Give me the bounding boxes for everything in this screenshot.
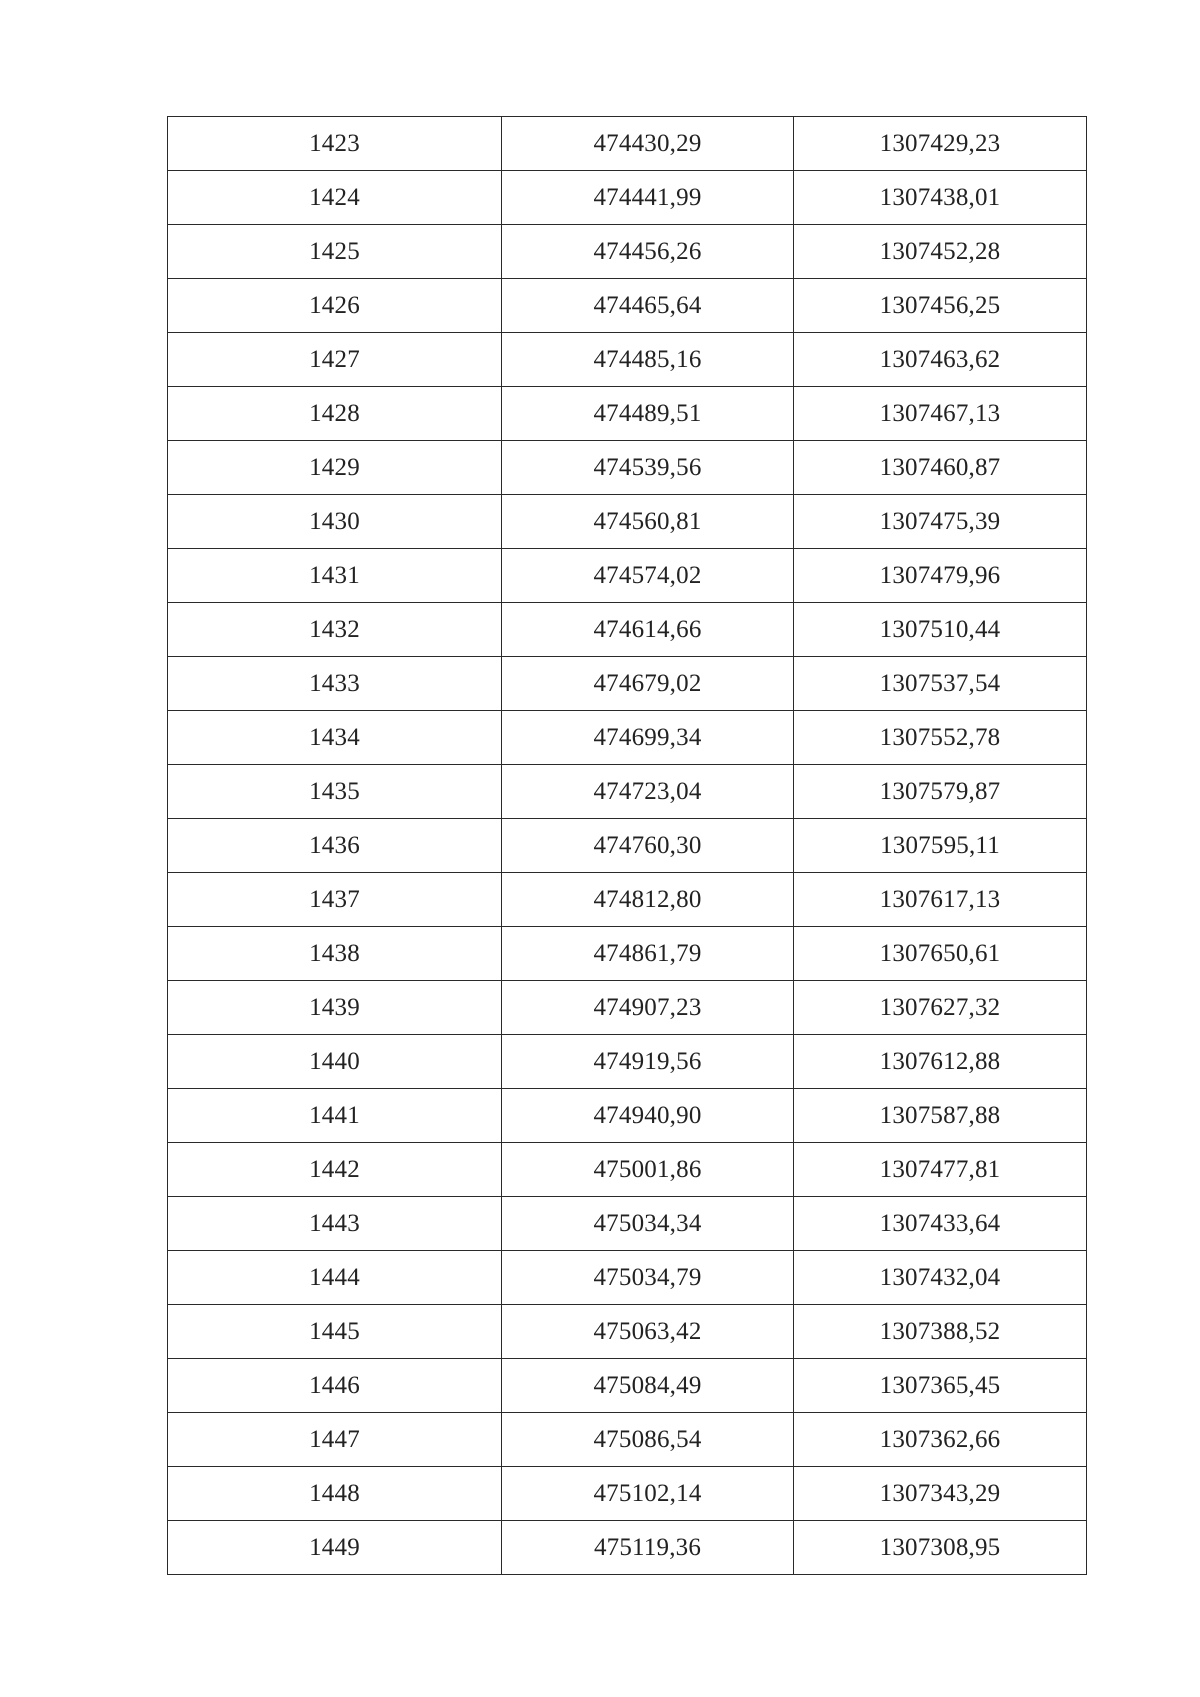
y-coordinate-cell: 1307475,39 <box>794 495 1087 549</box>
y-coordinate-cell: 1307362,66 <box>794 1413 1087 1467</box>
table-row <box>168 819 1087 873</box>
y-coordinate-cell: 1307617,13 <box>794 873 1087 927</box>
x-coordinate-cell: 474465,64 <box>502 279 794 333</box>
y-coordinate-cell: 1307388,52 <box>794 1305 1087 1359</box>
table-row <box>168 225 1087 279</box>
y-coordinate-cell: 1307456,25 <box>794 279 1087 333</box>
point-number-cell: 1439 <box>168 981 502 1035</box>
table-row <box>168 549 1087 603</box>
table-row <box>168 1467 1087 1521</box>
point-number-cell: 1444 <box>168 1251 502 1305</box>
y-coordinate-cell: 1307537,54 <box>794 657 1087 711</box>
x-coordinate-cell: 474679,02 <box>502 657 794 711</box>
x-coordinate-cell: 475102,14 <box>502 1467 794 1521</box>
y-coordinate-cell: 1307579,87 <box>794 765 1087 819</box>
x-coordinate-cell: 475001,86 <box>502 1143 794 1197</box>
table-row <box>168 603 1087 657</box>
x-coordinate-cell: 475063,42 <box>502 1305 794 1359</box>
point-number-cell: 1430 <box>168 495 502 549</box>
table-row <box>168 927 1087 981</box>
point-number-cell: 1425 <box>168 225 502 279</box>
y-coordinate-cell: 1307463,62 <box>794 333 1087 387</box>
table-row <box>168 1197 1087 1251</box>
point-number-cell: 1424 <box>168 171 502 225</box>
y-coordinate-cell: 1307627,32 <box>794 981 1087 1035</box>
point-number-cell: 1449 <box>168 1521 502 1575</box>
y-coordinate-cell: 1307365,45 <box>794 1359 1087 1413</box>
table-row <box>168 1143 1087 1197</box>
y-coordinate-cell: 1307433,64 <box>794 1197 1087 1251</box>
point-number-cell: 1427 <box>168 333 502 387</box>
table-row <box>168 279 1087 333</box>
x-coordinate-cell: 474861,79 <box>502 927 794 981</box>
y-coordinate-cell: 1307510,44 <box>794 603 1087 657</box>
table-row <box>168 765 1087 819</box>
point-number-cell: 1437 <box>168 873 502 927</box>
x-coordinate-cell: 474489,51 <box>502 387 794 441</box>
point-number-cell: 1429 <box>168 441 502 495</box>
y-coordinate-cell: 1307612,88 <box>794 1035 1087 1089</box>
point-number-cell: 1447 <box>168 1413 502 1467</box>
y-coordinate-cell: 1307477,81 <box>794 1143 1087 1197</box>
point-number-cell: 1441 <box>168 1089 502 1143</box>
point-number-cell: 1428 <box>168 387 502 441</box>
x-coordinate-cell: 475086,54 <box>502 1413 794 1467</box>
table-row <box>168 711 1087 765</box>
x-coordinate-cell: 474812,80 <box>502 873 794 927</box>
point-number-cell: 1445 <box>168 1305 502 1359</box>
x-coordinate-cell: 475119,36 <box>502 1521 794 1575</box>
table-row <box>168 1251 1087 1305</box>
x-coordinate-cell: 474907,23 <box>502 981 794 1035</box>
table-row <box>168 387 1087 441</box>
x-coordinate-cell: 475034,79 <box>502 1251 794 1305</box>
x-coordinate-cell: 474574,02 <box>502 549 794 603</box>
x-coordinate-cell: 474539,56 <box>502 441 794 495</box>
point-number-cell: 1448 <box>168 1467 502 1521</box>
y-coordinate-cell: 1307460,87 <box>794 441 1087 495</box>
y-coordinate-cell: 1307650,61 <box>794 927 1087 981</box>
table-row <box>168 1521 1087 1575</box>
y-coordinate-cell: 1307587,88 <box>794 1089 1087 1143</box>
x-coordinate-cell: 474723,04 <box>502 765 794 819</box>
table-row <box>168 441 1087 495</box>
y-coordinate-cell: 1307429,23 <box>794 117 1087 171</box>
y-coordinate-cell: 1307452,28 <box>794 225 1087 279</box>
x-coordinate-cell: 474940,90 <box>502 1089 794 1143</box>
point-number-cell: 1438 <box>168 927 502 981</box>
x-coordinate-cell: 474560,81 <box>502 495 794 549</box>
point-number-cell: 1432 <box>168 603 502 657</box>
y-coordinate-cell: 1307308,95 <box>794 1521 1087 1575</box>
point-number-cell: 1434 <box>168 711 502 765</box>
y-coordinate-cell: 1307432,04 <box>794 1251 1087 1305</box>
table-row <box>168 495 1087 549</box>
table-row <box>168 1359 1087 1413</box>
x-coordinate-cell: 474430,29 <box>502 117 794 171</box>
x-coordinate-cell: 474614,66 <box>502 603 794 657</box>
point-number-cell: 1440 <box>168 1035 502 1089</box>
point-number-cell: 1423 <box>168 117 502 171</box>
y-coordinate-cell: 1307595,11 <box>794 819 1087 873</box>
table-row <box>168 171 1087 225</box>
point-number-cell: 1446 <box>168 1359 502 1413</box>
table-row <box>168 657 1087 711</box>
table-row <box>168 1035 1087 1089</box>
point-number-cell: 1431 <box>168 549 502 603</box>
y-coordinate-cell: 1307479,96 <box>794 549 1087 603</box>
table-row <box>168 873 1087 927</box>
table-row <box>168 1089 1087 1143</box>
coordinates-table <box>167 116 1087 1575</box>
x-coordinate-cell: 475084,49 <box>502 1359 794 1413</box>
x-coordinate-cell: 475034,34 <box>502 1197 794 1251</box>
y-coordinate-cell: 1307438,01 <box>794 171 1087 225</box>
point-number-cell: 1426 <box>168 279 502 333</box>
x-coordinate-cell: 474760,30 <box>502 819 794 873</box>
y-coordinate-cell: 1307552,78 <box>794 711 1087 765</box>
table-row <box>168 333 1087 387</box>
table-row <box>168 1305 1087 1359</box>
point-number-cell: 1433 <box>168 657 502 711</box>
table-row <box>168 117 1087 171</box>
x-coordinate-cell: 474456,26 <box>502 225 794 279</box>
x-coordinate-cell: 474485,16 <box>502 333 794 387</box>
y-coordinate-cell: 1307343,29 <box>794 1467 1087 1521</box>
x-coordinate-cell: 474699,34 <box>502 711 794 765</box>
coordinates-table-body <box>168 117 1087 1575</box>
point-number-cell: 1443 <box>168 1197 502 1251</box>
table-row <box>168 981 1087 1035</box>
point-number-cell: 1435 <box>168 765 502 819</box>
point-number-cell: 1436 <box>168 819 502 873</box>
x-coordinate-cell: 474441,99 <box>502 171 794 225</box>
point-number-cell: 1442 <box>168 1143 502 1197</box>
x-coordinate-cell: 474919,56 <box>502 1035 794 1089</box>
y-coordinate-cell: 1307467,13 <box>794 387 1087 441</box>
table-row <box>168 1413 1087 1467</box>
